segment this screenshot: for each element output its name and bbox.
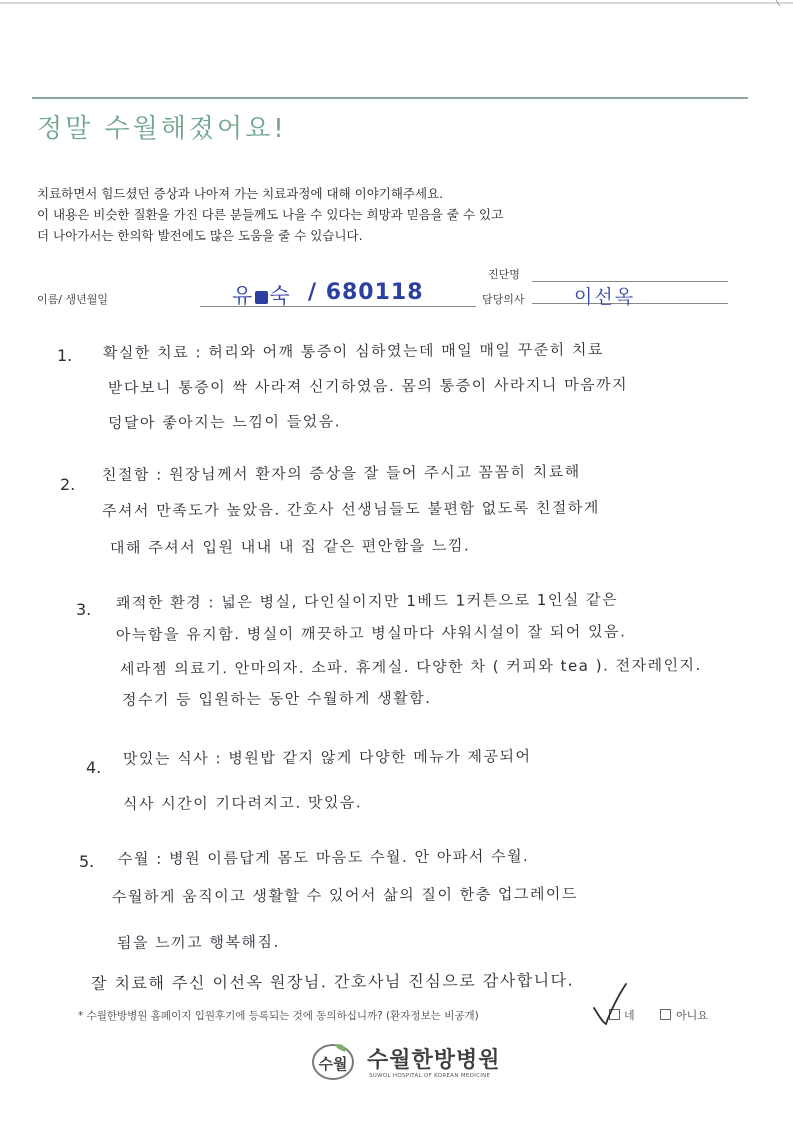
consent-question: * 수월한방병원 홈페이지 입원후기에 등록되는 것에 동의하십니까? (환자정보는 비공개)	[78, 1010, 479, 1022]
patient-birthdate[interactable]: / 680118	[308, 280, 424, 305]
item-number: 4.	[86, 758, 102, 777]
logo-emblem-icon	[311, 1043, 355, 1081]
name-first-char: 유	[232, 284, 255, 308]
diagnosis-label: 진단명	[488, 268, 520, 281]
logo-name: 수월한방병원	[367, 1048, 501, 1073]
consent-no-checkbox[interactable]	[660, 1009, 671, 1020]
review-line: 받다보니 통증이 싹 사라져 신기하였음. 몸의 통증이 사라지니 마음까지	[107, 375, 629, 397]
review-line: 맛있는 식사 : 병원밥 같지 않게 다양한 메뉴가 제공되어	[122, 747, 532, 768]
intro-line: 이 내용은 비슷한 질환을 가진 다른 분들께도 나을 수 있다는 희망과 믿음을 줄 수 있고	[37, 207, 504, 222]
review-line: 식사 시간이 기다려지고. 맛있음.	[122, 793, 363, 813]
review-line: 덩달아 좋아지는 느낌이 들었음.	[107, 412, 342, 432]
form-title: 정말 수월해졌어요!	[37, 114, 287, 144]
page-border	[0, 0, 793, 6]
review-line: 수월하게 움직이고 생활할 수 있어서 삶의 질이 한층 업그레이드	[111, 884, 578, 906]
review-line: 쾌적한 환경 : 넓은 병실, 다인실이지만 1베드 1커튼으로 1인실 같은	[115, 590, 619, 612]
item-number: 3.	[76, 600, 92, 619]
review-line: 세라젬 의료기. 안마의자. 소파. 휴게실. 다양한 차 ( 커피와 tea ). 전자레인지.	[119, 655, 702, 678]
logo-emblem-text: 수월	[318, 1055, 348, 1073]
intro-line: 치료하면서 힘드셨던 증상과 나아져 가는 치료과정에 대해 이야기해주세요.	[37, 186, 444, 201]
review-line: 수월 : 병원 이름답게 몸도 마음도 수월. 안 아파서 수월.	[117, 847, 530, 868]
intro-line: 더 나아가서는 한의학 발전에도 많은 도움을 줄 수 있습니다.	[37, 228, 363, 243]
logo-subtitle: SUWOL HOSPITAL OF KOREAN MEDICINE	[369, 1073, 491, 1079]
name-last-char: 숙	[269, 284, 292, 308]
review-line: 주셔서 만족도가 높았음. 간호사 선생님들도 불편함 없도록 친절하게	[101, 498, 600, 520]
review-line: 아늑함을 유지함. 병실이 깨끗하고 병실마다 샤워시설이 잘 되어 있음.	[115, 622, 627, 644]
review-line: 정수기 등 입원하는 동안 수월하게 생활함.	[121, 688, 432, 709]
consent-no-label: 아니요	[676, 1009, 708, 1022]
doctor-name[interactable]: 이선옥	[574, 286, 636, 308]
review-line: 친절함 : 원장님께서 환자의 증상을 잘 들어 주시고 꼼꼼히 치료해	[101, 462, 581, 484]
item-number: 5.	[79, 852, 95, 871]
review-line: 확실한 치료 : 허리와 어깨 통증이 심하였는데 매일 매일 꾸준히 치료	[102, 340, 605, 362]
review-line: 됨을 느끼고 행복해짐.	[116, 932, 280, 952]
header-rule	[32, 97, 748, 99]
hospital-logo	[311, 1037, 501, 1087]
review-line: 대해 주셔서 입원 내내 내 집 같은 편안함을 느낌.	[109, 536, 471, 557]
redaction-mark	[255, 291, 268, 304]
item-number: 2.	[60, 475, 76, 494]
closing-thanks: 잘 치료해 주신 이선옥 원장님. 간호사님 진심으로 감사합니다.	[90, 970, 575, 993]
checkmark-icon	[590, 982, 630, 1028]
name-birth-label: 이름/ 생년월일	[37, 293, 108, 306]
patient-name[interactable]	[232, 280, 292, 310]
doctor-label: 담당의사	[482, 293, 525, 306]
item-number: 1.	[57, 346, 73, 365]
intro-text	[37, 183, 503, 246]
consent-yes-label: 네	[624, 1009, 635, 1022]
